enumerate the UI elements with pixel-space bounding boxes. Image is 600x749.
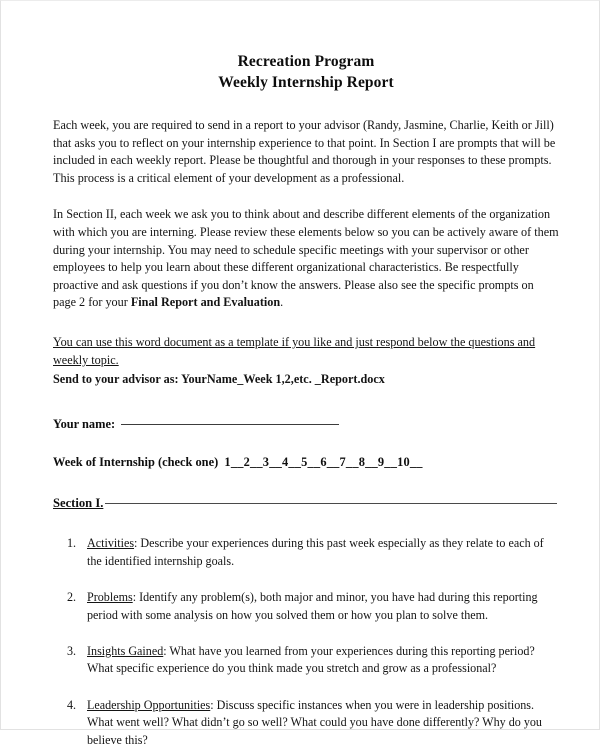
list-item-number: 2. <box>67 590 77 605</box>
section-two-paragraph <box>53 206 559 312</box>
final-report-emphasis: Final Report and Evaluation <box>130 295 281 310</box>
list-item-number: 1. <box>67 536 77 551</box>
section-one-label: Section I. <box>53 496 104 511</box>
your-name-label: Your name: <box>53 417 116 432</box>
list-item <box>53 643 557 678</box>
list-item-term: Activities <box>87 536 135 551</box>
list-item-text: : Describe your experiences during this past week especially as they relate to each of the identified internship goals. <box>87 536 544 568</box>
intro-paragraph: Each week, you are required to send in a report to your advisor (Randy, Jasmine, Charlie, Keith or Jill) that asks you to reflect on your internship experience to that point. In Section I are prompts that will be included in each weekly report. Please be thoughtful and thorough in your responses to these prompts. This process is a critical element of your development as a professional. <box>53 118 556 185</box>
week-of-internship-row <box>53 455 559 470</box>
section-two-period: . <box>280 295 284 310</box>
list-item <box>53 697 557 749</box>
list-item-text: : What have you learned from your experiences during this reporting period? What specific experience do you think made you stretch and grow as a professional? <box>87 644 535 676</box>
list-item-number: 3. <box>67 644 77 659</box>
list-item-term: Leadership Opportunities <box>87 697 211 712</box>
section-one-prompt-list <box>53 535 559 749</box>
list-item-term: Problems <box>87 590 133 605</box>
document-body <box>53 1 559 749</box>
title-line-1: Recreation Program <box>237 53 375 70</box>
list-item <box>53 535 557 570</box>
week-number-options[interactable]: 1__2__3__4__5__6__7__8__9__10__ <box>224 455 423 470</box>
list-item-term: Insights Gained <box>87 644 164 659</box>
list-item-text: : Identify any problem(s), both major and minor, you have had during this reporting period with some analysis on how you solved them or how you plan to solve them. <box>87 590 538 622</box>
section-heading-rule <box>105 503 557 504</box>
your-name-field-row <box>53 417 559 432</box>
week-label: Week of Internship (check one) <box>53 455 219 470</box>
section-one-heading <box>53 496 559 511</box>
template-note: You can use this word document as a template if you like and just respond below the questions and weekly topic. <box>53 334 536 368</box>
document-title <box>53 51 559 93</box>
your-name-input[interactable] <box>121 424 339 425</box>
title-line-2: Weekly Internship Report <box>218 74 394 91</box>
list-item-text: : Discuss specific instances when you were in leadership positions. What went well? What didn’t go so well? What could you have done differently? Why do you believe this? <box>87 697 542 747</box>
section-two-text: In Section II, each week we ask you to think about and describe different elements of the organization with which you are interning. Please review these elements below so you can be actively aware of them during your internship. You may need to schedule specific meetings with your supervisor or other employees to help you learn about these different organizational characteristics. Be respectfully proactive and ask questions if you don’t know the answers. Please also see the specific prompts on page 2 for your <box>53 207 559 310</box>
list-item <box>53 589 557 624</box>
list-item-number: 4. <box>67 697 77 712</box>
usage-notes <box>53 333 559 389</box>
send-instruction: Send to your advisor as: YourName_Week 1,2,etc. _Report.docx <box>53 371 385 386</box>
